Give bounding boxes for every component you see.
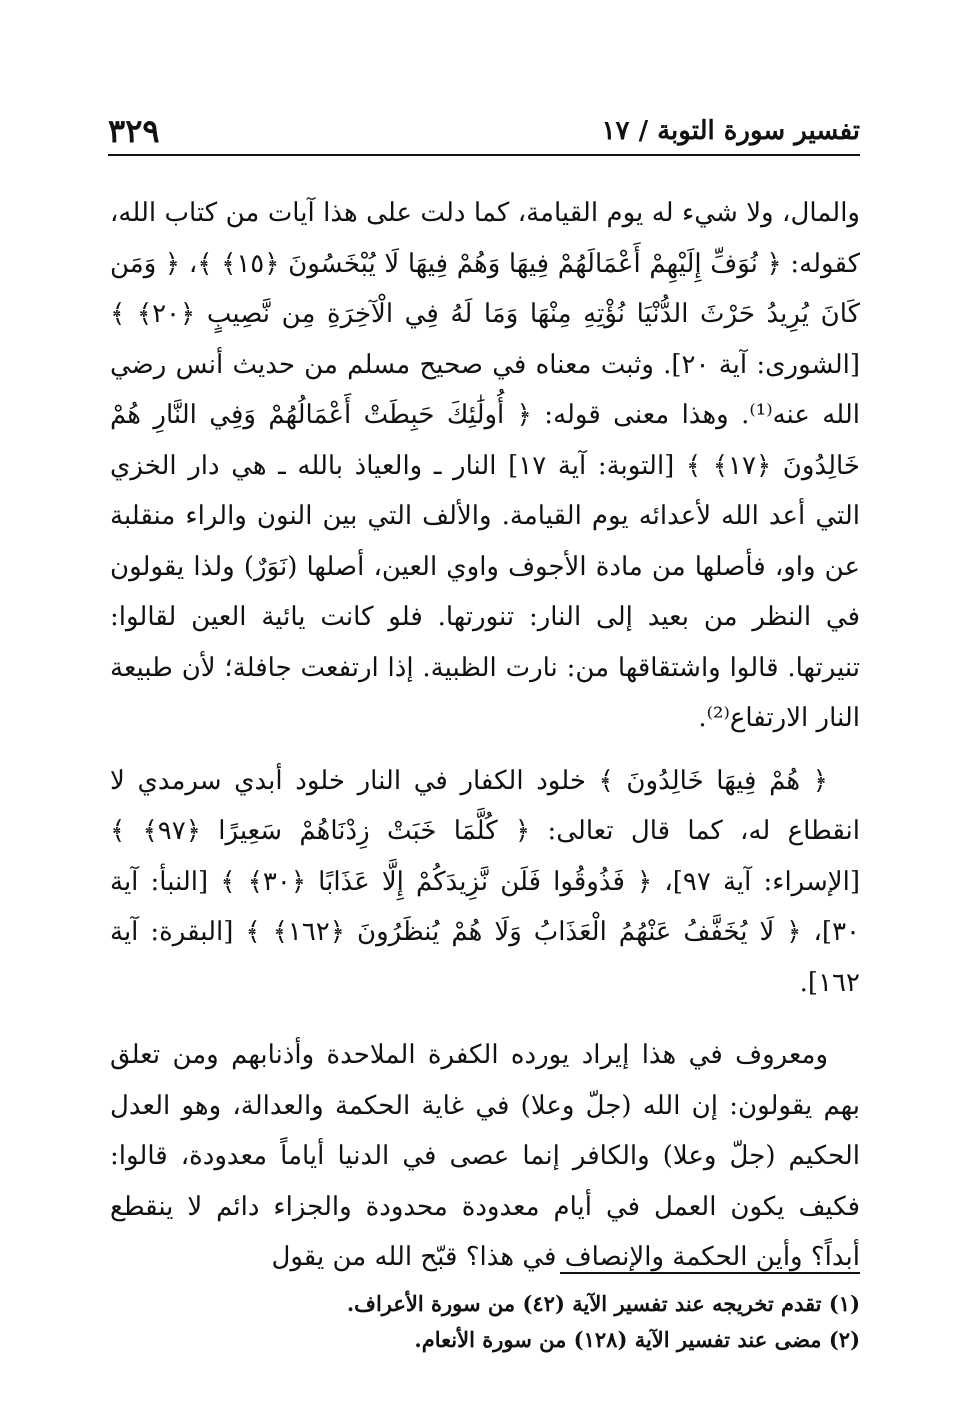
running-header (108, 112, 860, 156)
paragraph: والمال، ولا شيء له يوم القيامة، كما دلت على هذا آيات من كتاب الله، كقوله: ﴿ نُوَفِّ إِلَيْهِمْ أَعْمَالَهُمْ فِيهَا وَهُمْ فِيهَا لَا يُبْخَسُونَ ﴿١٥﴾ ﴾، ﴿ وَمَن كَانَ يُرِيدُ حَرْثَ الدُّنْيَا نُؤْتِهِ مِنْهَا وَمَا لَهُ فِي الْآخِرَةِ مِن نَّصِيبٍ ﴿٢٠﴾ ﴾ [الشورى: آية ٢٠]. وثبت معناه في صحيح مسلم من حديث أنس رضي الله عنه⁽¹⁾. وهذا معنى قوله: ﴿ أُولَٰئِكَ حَبِطَتْ أَعْمَالُهُمْ وَفِي النَّارِ هُمْ خَالِدُونَ ﴿١٧﴾ ﴾ [التوبة: آية ١٧] النار ـ والعياذ بالله ـ هي دار الخزي التي أعد الله لأعدائه يوم القيامة. والألف التي بين النون والراء منقلبة عن واو، فأصلها من مادة الأجوف واوي العين، أصلها (نَوَرٌ) ولذا يقولون في النظر من بعيد إلى النار: تنورتها. فلو كانت يائية العين لقالوا: تنيرتها. قالوا واشتقاقها من: نارت الظبية. إذا ارتفعت جافلة؛ لأن طبيعة النار الارتفاع⁽²⁾. (110, 198, 861, 733)
footnote-separator (560, 1272, 860, 1274)
paragraph: ﴿ هُمْ فِيهَا خَالِدُونَ ﴾ خلود الكفار في النار خلود أبدي سرمدي لا انقطاع له، كما قال تعالى: ﴿ كُلَّمَا خَبَتْ زِدْنَاهُمْ سَعِيرًا ﴿٩٧﴾ ﴾ [الإسراء: آية ٩٧]، ﴿ فَذُوقُوا فَلَن نَّزِيدَكُمْ إِلَّا عَذَابًا ﴿٣٠﴾ ﴾ [النبأ: آية ٣٠]، ﴿ لَا يُخَفَّفُ عَنْهُمُ الْعَذَابُ وَلَا هُمْ يُنظَرُونَ ﴿١٦٢﴾ ﴾ [البقرة: آية ١٦٢]. (110, 765, 860, 998)
footnote: (٢) مضى عند تفسير الآية (١٢٨) من سورة الأنعام. (414, 1327, 860, 1352)
footnote: (١) تقدم تخريجه عند تفسير الآية (٤٢) من سورة الأعراف. (346, 1291, 860, 1316)
running-title: تفسير سورة التوبة / ١٧ (601, 116, 860, 146)
paragraph: ومعروف في هذا إيراد يورده الكفرة الملاحدة وأذنابهم ومن تعلق بهم يقولون: إن الله (جلّ وعلا) في غاية الحكمة والعدالة، وهو العدل الحكيم (جلّ وعلا) والكافر إنما عصى في الدنيا أياماً معدودة، قالوا: فكيف يكون العمل في أيام معدودة محدودة والجزاء دائم لا ينقطع أبداً؟ وأين الحكمة والإنصاف في هذا؟ قبّح الله من يقول (110, 1040, 860, 1272)
footnotes-section (110, 1272, 860, 1358)
page-number: ٣٢٩ (108, 112, 160, 150)
main-text (110, 188, 860, 1283)
